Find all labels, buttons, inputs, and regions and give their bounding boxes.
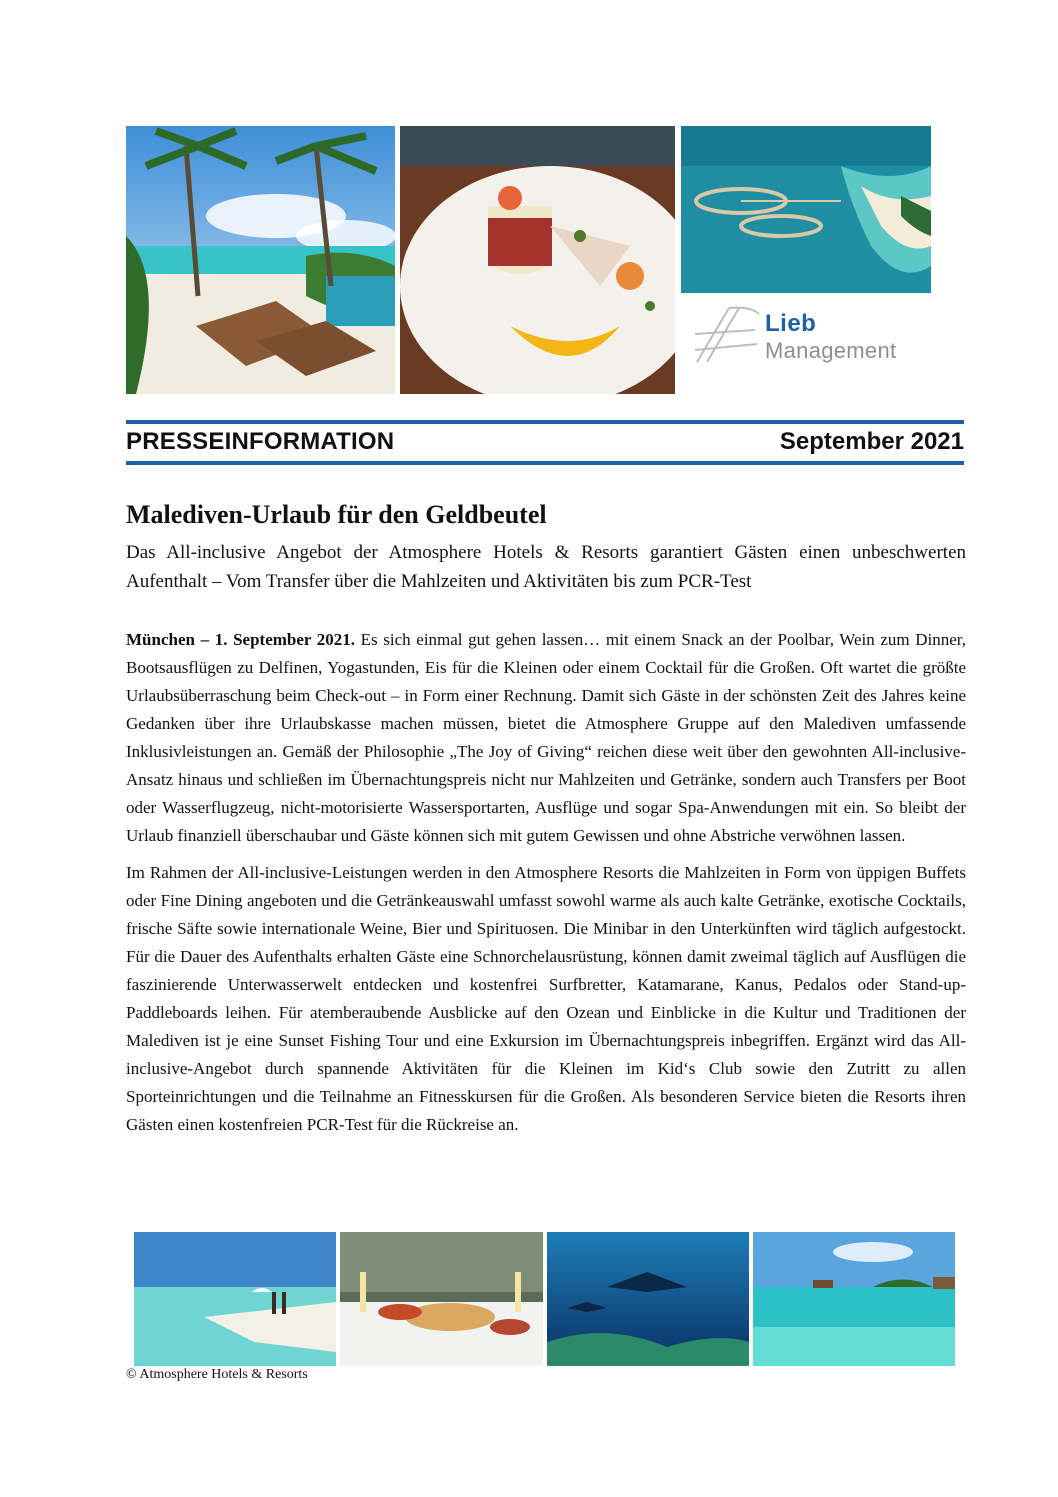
photo-manta-rays — [547, 1232, 749, 1366]
header-rule-bottom — [126, 461, 964, 465]
paragraph-1-text: Es sich einmal gut gehen lassen… mit einem Snack an der Poolbar, Wein zum Dinner, Bootsausflügen zu Delfinen, Yogastunden, Eis für die Kleinen oder einem Cocktail für die Großen. Oft wartet die größte Urlaubsüberraschung beim Check-out – in Form einer Rechnung. Damit sich Gäste in der schönsten Zeit des Jahres keine Gedanken über ihre Urlaubskasse machen müssen, bietet die Atmosphere Gruppe auf den Malediven umfassende Inklusivleistungen an. Gemäß der Philosophie „The Joy of Giving“ reichen diese weit über den gewohnten All-inclusive-Ansatz hinaus und schließen im Übernachtungspreis nicht nur Mahlzeiten und Getränke, sondern auch Transfers per Boot oder Wasserflugzeug, nicht-motorisierte Wassersportarten, Ausflüge und sogar Spa-Anwendungen mit ein. So bleibt der Urlaub finanziell überschaubar und Gäste können sich mit gutem Gewissen und ohne Abstriche verwöhnen lassen. — [126, 630, 967, 845]
article-body — [126, 626, 966, 1148]
paragraph-2: Im Rahmen der All-inclusive-Leistungen werden in den Atmosphere Resorts die Mahlzeiten in Form von üppigen Buffets oder Fine Dining angeboten und die Getränkeauswahl umfasst sowohl warme als auch kalte Getränke, exotische Cocktails, frische Säfte sowie internationale Weine, Bier und Spirituosen. Die Minibar in den Unterkünften wird täglich aufgestockt. Für die Dauer des Aufenthalts erhalten Gäste eine Schnorchelausrüstung, können damit zweimal täglich auf Ausflügen die faszinierende Unterwasserwelt entdecken und kostenfrei Surfbretter, Katamarane, Kanus, Pedalos oder Stand-up-Paddleboards leihen. Für atemberaubende Ausblicke auf den Ozean und Einblicke in die Kultur und Traditionen der Malediven ist je eine Sunset Fishing Tour und eine Exkursion im Übernachtungspreis inbegriffen. Ergänzt wird das All-inclusive-Angebot durch spannende Aktivitäten für die Kleinen im Kid‘s Club sowie den Zutritt zu allen Sporteinrichtungen und die Teilnahme an Fitnesskursen für die Großen. Als besonderen Service bieten die Resorts ihren Gästen einen kostenfreien PCR-Test für die Rückreise an. — [126, 863, 966, 1134]
photo-credit: © Atmosphere Hotels & Resorts — [126, 1367, 308, 1382]
header-rule-top — [126, 420, 964, 424]
photo-sandbank-couple — [134, 1232, 336, 1366]
photo-aerial-resort — [681, 126, 931, 293]
photo-beach-loungers — [126, 126, 395, 394]
lieb-management-logo — [681, 296, 931, 394]
article-subheadline: Das All-inclusive Angebot der Atmosphere Hotels & Resorts garantiert Gästen einen unbeschwerten Aufenthalt – Vom Transfer über die Mahlzeiten und Aktivitäten bis zum PCR-Test — [126, 542, 966, 592]
press-label: PRESSEINFORMATION — [126, 428, 395, 455]
logo-management-text: Management — [765, 338, 897, 363]
logo-lieb-text: Lieb — [765, 310, 817, 337]
photo-dining-table — [340, 1232, 543, 1366]
photo-plated-dish — [400, 126, 675, 394]
paragraph-1 — [126, 626, 966, 850]
press-date: September 2021 — [779, 428, 964, 455]
photo-lagoon-villas — [753, 1232, 955, 1366]
dateline: München – 1. September 2021. — [126, 630, 356, 649]
article-headline: Malediven-Urlaub für den Geldbeutel — [126, 500, 547, 529]
